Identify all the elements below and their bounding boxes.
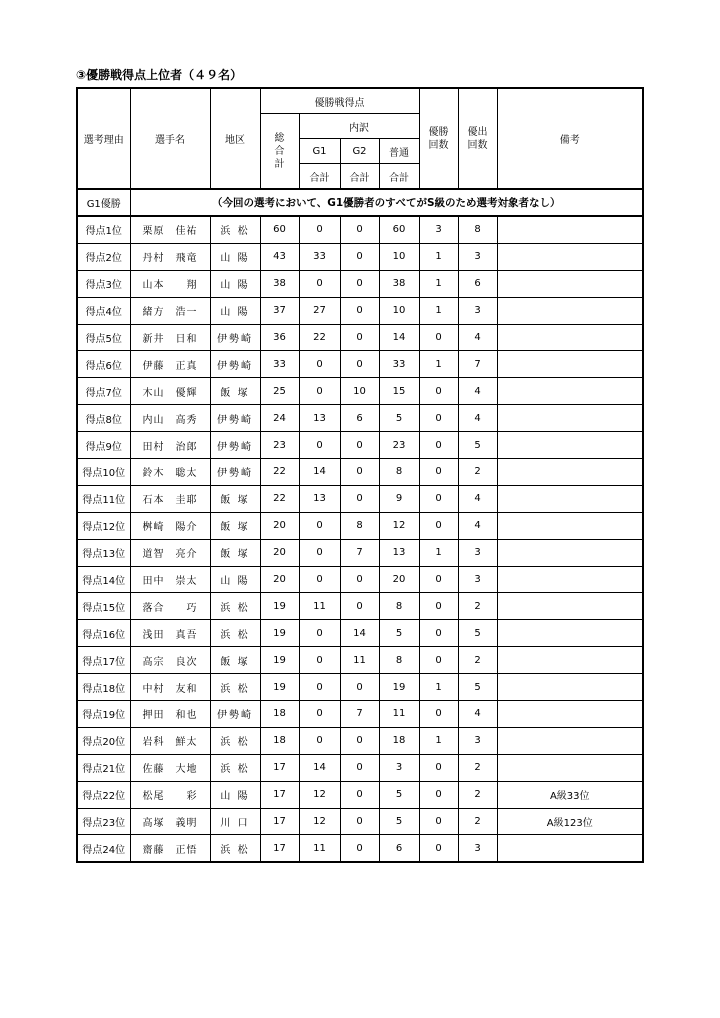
- normal-cell: 12: [379, 512, 419, 539]
- finals-cell: 4: [458, 512, 497, 539]
- area-cell: 飯 塚: [210, 512, 260, 539]
- player-name-cell: 新井 日和: [130, 324, 210, 351]
- g1-cell: 0: [299, 378, 340, 405]
- table-row: [77, 485, 643, 512]
- normal-cell: 8: [379, 459, 419, 486]
- wins-cell: 0: [419, 405, 458, 432]
- area-cell: 伊勢崎: [210, 459, 260, 486]
- area-cell: 浜 松: [210, 727, 260, 754]
- g2-cell: 0: [340, 808, 379, 835]
- player-name-cell: 桝崎 陽介: [130, 512, 210, 539]
- wins-cell: 0: [419, 754, 458, 781]
- remark-cell: [497, 351, 643, 378]
- header-area: 地区: [210, 88, 260, 189]
- finals-cell: 5: [458, 432, 497, 459]
- table-row: [77, 647, 643, 674]
- remark-cell: [497, 485, 643, 512]
- total-cell: 43: [260, 243, 299, 270]
- table-row: [77, 512, 643, 539]
- normal-cell: 5: [379, 620, 419, 647]
- remark-cell: [497, 647, 643, 674]
- player-name-cell: 岩科 鮮太: [130, 727, 210, 754]
- remark-cell: [497, 593, 643, 620]
- remark-cell: [497, 243, 643, 270]
- player-name-cell: 田中 崇太: [130, 566, 210, 593]
- player-name-cell: 齋藤 正悟: [130, 835, 210, 862]
- g1-cell: 33: [299, 243, 340, 270]
- total-cell: 22: [260, 459, 299, 486]
- area-cell: 山 陽: [210, 297, 260, 324]
- rank-cell: 得点21位: [77, 754, 130, 781]
- header-remarks: 備考: [497, 88, 643, 189]
- remark-cell: [497, 405, 643, 432]
- finals-cell: 3: [458, 243, 497, 270]
- table-row: [77, 351, 643, 378]
- g2-cell: 0: [340, 835, 379, 862]
- total-cell: 20: [260, 566, 299, 593]
- remark-cell: [497, 432, 643, 459]
- g1-cell: 22: [299, 324, 340, 351]
- player-name-cell: 石本 圭耶: [130, 485, 210, 512]
- rank-cell: 得点15位: [77, 593, 130, 620]
- normal-cell: 13: [379, 539, 419, 566]
- table-row: [77, 324, 643, 351]
- header-breakdown: 内訳: [299, 114, 419, 139]
- g1-cell: 0: [299, 566, 340, 593]
- finals-cell: 2: [458, 459, 497, 486]
- g1-cell: 0: [299, 620, 340, 647]
- wins-cell: 0: [419, 808, 458, 835]
- finals-cell: 3: [458, 297, 497, 324]
- remark-cell: [497, 620, 643, 647]
- area-cell: 浜 松: [210, 674, 260, 701]
- normal-cell: 14: [379, 324, 419, 351]
- g1-row-note: （今回の選考において、G1優勝者のすべてがS級のため選考対象者なし）: [130, 189, 643, 216]
- g2-cell: 0: [340, 781, 379, 808]
- rank-cell: 得点6位: [77, 351, 130, 378]
- g2-cell: 0: [340, 593, 379, 620]
- g2-cell: 0: [340, 566, 379, 593]
- normal-cell: 33: [379, 351, 419, 378]
- normal-cell: 5: [379, 808, 419, 835]
- header-reason: 選考理由: [77, 88, 130, 189]
- wins-cell: 0: [419, 485, 458, 512]
- wins-cell: 1: [419, 297, 458, 324]
- normal-cell: 20: [379, 566, 419, 593]
- g1-cell: 0: [299, 539, 340, 566]
- player-name-cell: 中村 友和: [130, 674, 210, 701]
- g1-cell: 0: [299, 647, 340, 674]
- player-name-cell: 道智 亮介: [130, 539, 210, 566]
- total-cell: 33: [260, 351, 299, 378]
- g2-cell: 7: [340, 701, 379, 728]
- g1-cell: 0: [299, 701, 340, 728]
- wins-cell: 0: [419, 620, 458, 647]
- g2-cell: 10: [340, 378, 379, 405]
- remark-cell: [497, 727, 643, 754]
- total-cell: 22: [260, 485, 299, 512]
- g1-cell: 14: [299, 754, 340, 781]
- area-cell: 伊勢崎: [210, 405, 260, 432]
- area-cell: 浜 松: [210, 835, 260, 862]
- rank-cell: 得点24位: [77, 835, 130, 862]
- rank-cell: 得点23位: [77, 808, 130, 835]
- finals-cell: 4: [458, 701, 497, 728]
- normal-cell: 9: [379, 485, 419, 512]
- normal-cell: 18: [379, 727, 419, 754]
- wins-cell: 1: [419, 351, 458, 378]
- g2-cell: 0: [340, 216, 379, 243]
- wins-cell: 0: [419, 835, 458, 862]
- rank-cell: 得点10位: [77, 459, 130, 486]
- rank-cell: 得点17位: [77, 647, 130, 674]
- remark-cell: [497, 835, 643, 862]
- finals-cell: 3: [458, 835, 497, 862]
- normal-cell: 10: [379, 243, 419, 270]
- player-name-cell: 緒方 浩一: [130, 297, 210, 324]
- g1-cell: 0: [299, 216, 340, 243]
- total-cell: 19: [260, 620, 299, 647]
- total-cell: 20: [260, 512, 299, 539]
- table-row: [77, 674, 643, 701]
- header-points-group: 優勝戦得点: [260, 88, 419, 114]
- g1-cell: 0: [299, 270, 340, 297]
- remark-cell: [497, 297, 643, 324]
- total-cell: 20: [260, 539, 299, 566]
- area-cell: 山 陽: [210, 566, 260, 593]
- wins-cell: 0: [419, 512, 458, 539]
- total-cell: 19: [260, 593, 299, 620]
- wins-cell: 1: [419, 243, 458, 270]
- normal-cell: 3: [379, 754, 419, 781]
- g1-cell: 0: [299, 727, 340, 754]
- player-name-cell: 木山 優輝: [130, 378, 210, 405]
- rank-cell: 得点5位: [77, 324, 130, 351]
- total-cell: 17: [260, 835, 299, 862]
- remark-cell: [497, 512, 643, 539]
- normal-cell: 10: [379, 297, 419, 324]
- finals-cell: 2: [458, 593, 497, 620]
- g1-cell: 0: [299, 512, 340, 539]
- wins-cell: 0: [419, 593, 458, 620]
- g2-cell: 6: [340, 405, 379, 432]
- table-row: [77, 432, 643, 459]
- header-normal-subtotal: 合計: [379, 164, 419, 190]
- area-cell: 伊勢崎: [210, 351, 260, 378]
- rank-cell: 得点12位: [77, 512, 130, 539]
- normal-cell: 8: [379, 647, 419, 674]
- finals-cell: 6: [458, 270, 497, 297]
- g1-cell: 13: [299, 405, 340, 432]
- header-g2: G2: [340, 139, 379, 164]
- finals-cell: 3: [458, 727, 497, 754]
- area-cell: 川 口: [210, 808, 260, 835]
- finals-cell: 7: [458, 351, 497, 378]
- g1-cell: 0: [299, 351, 340, 378]
- g2-cell: 0: [340, 324, 379, 351]
- header-normal: 普通: [379, 139, 419, 164]
- finals-cell: 4: [458, 405, 497, 432]
- g2-cell: 0: [340, 674, 379, 701]
- table-row: [77, 620, 643, 647]
- remark-cell: [497, 701, 643, 728]
- rank-cell: 得点18位: [77, 674, 130, 701]
- table-row: [77, 297, 643, 324]
- g2-cell: 8: [340, 512, 379, 539]
- normal-cell: 60: [379, 216, 419, 243]
- remark-cell: A級33位: [497, 781, 643, 808]
- header-wins: 優勝回数: [419, 88, 458, 189]
- remark-cell: [497, 270, 643, 297]
- area-cell: 山 陽: [210, 270, 260, 297]
- total-cell: 17: [260, 754, 299, 781]
- total-cell: 17: [260, 808, 299, 835]
- finals-cell: 8: [458, 216, 497, 243]
- wins-cell: 0: [419, 324, 458, 351]
- area-cell: 浜 松: [210, 593, 260, 620]
- normal-cell: 6: [379, 835, 419, 862]
- rank-cell: 得点9位: [77, 432, 130, 459]
- finals-cell: 2: [458, 647, 497, 674]
- rank-cell: 得点14位: [77, 566, 130, 593]
- table-row: [77, 539, 643, 566]
- player-name-cell: 押田 和也: [130, 701, 210, 728]
- g2-cell: 0: [340, 754, 379, 781]
- table-row: [77, 701, 643, 728]
- area-cell: 浜 松: [210, 216, 260, 243]
- wins-cell: 0: [419, 647, 458, 674]
- wins-cell: 1: [419, 727, 458, 754]
- normal-cell: 11: [379, 701, 419, 728]
- rank-cell: 得点4位: [77, 297, 130, 324]
- table-row: [77, 808, 643, 835]
- table-row: [77, 405, 643, 432]
- player-name-cell: 伊藤 正真: [130, 351, 210, 378]
- g1-cell: 11: [299, 835, 340, 862]
- wins-cell: 0: [419, 378, 458, 405]
- player-name-cell: 内山 高秀: [130, 405, 210, 432]
- g1-cell: 0: [299, 432, 340, 459]
- total-cell: 37: [260, 297, 299, 324]
- table-row: [77, 566, 643, 593]
- total-cell: 36: [260, 324, 299, 351]
- player-name-cell: 鈴木 聡太: [130, 459, 210, 486]
- player-name-cell: 落合 巧: [130, 593, 210, 620]
- table-row: [77, 270, 643, 297]
- normal-cell: 15: [379, 378, 419, 405]
- header-g1: G1: [299, 139, 340, 164]
- rank-cell: 得点22位: [77, 781, 130, 808]
- total-cell: 60: [260, 216, 299, 243]
- player-name-cell: 佐藤 大地: [130, 754, 210, 781]
- area-cell: 山 陽: [210, 243, 260, 270]
- finals-cell: 5: [458, 620, 497, 647]
- finals-cell: 2: [458, 781, 497, 808]
- player-name-cell: 浅田 真吾: [130, 620, 210, 647]
- g2-cell: 0: [340, 351, 379, 378]
- table-row: [77, 593, 643, 620]
- area-cell: 伊勢崎: [210, 701, 260, 728]
- normal-cell: 19: [379, 674, 419, 701]
- player-name-cell: 松尾 彩: [130, 781, 210, 808]
- player-name-cell: 栗原 佳祐: [130, 216, 210, 243]
- player-name-cell: 高塚 義明: [130, 808, 210, 835]
- wins-cell: 0: [419, 459, 458, 486]
- rank-cell: 得点20位: [77, 727, 130, 754]
- table-row: [77, 459, 643, 486]
- finals-cell: 4: [458, 378, 497, 405]
- area-cell: 飯 塚: [210, 485, 260, 512]
- total-cell: 19: [260, 674, 299, 701]
- area-cell: 伊勢崎: [210, 432, 260, 459]
- rank-cell: 得点2位: [77, 243, 130, 270]
- area-cell: 飯 塚: [210, 539, 260, 566]
- total-cell: 24: [260, 405, 299, 432]
- wins-cell: 0: [419, 781, 458, 808]
- area-cell: 飯 塚: [210, 378, 260, 405]
- header-total: 総合計: [260, 114, 299, 190]
- header-g1-subtotal: 合計: [299, 164, 340, 190]
- g2-cell: 7: [340, 539, 379, 566]
- g1-winner-row: [77, 189, 643, 216]
- total-cell: 17: [260, 781, 299, 808]
- wins-cell: 1: [419, 539, 458, 566]
- rank-cell: 得点19位: [77, 701, 130, 728]
- player-name-cell: 丹村 飛竜: [130, 243, 210, 270]
- header-g2-subtotal: 合計: [340, 164, 379, 190]
- player-name-cell: 田村 治郎: [130, 432, 210, 459]
- table-row: [77, 378, 643, 405]
- document-title: ③優勝戦得点上位者（４９名）: [76, 68, 243, 82]
- normal-cell: 23: [379, 432, 419, 459]
- g2-cell: 0: [340, 727, 379, 754]
- g1-cell: 0: [299, 674, 340, 701]
- remark-cell: [497, 216, 643, 243]
- finals-cell: 3: [458, 566, 497, 593]
- total-cell: 25: [260, 378, 299, 405]
- wins-cell: 0: [419, 432, 458, 459]
- remark-cell: A級123位: [497, 808, 643, 835]
- remark-cell: [497, 674, 643, 701]
- finals-cell: 4: [458, 485, 497, 512]
- table-row: [77, 754, 643, 781]
- g1-cell: 13: [299, 485, 340, 512]
- g1-cell: 12: [299, 808, 340, 835]
- rank-cell: 得点7位: [77, 378, 130, 405]
- finals-cell: 2: [458, 754, 497, 781]
- g2-cell: 0: [340, 243, 379, 270]
- g2-cell: 0: [340, 297, 379, 324]
- table-row: [77, 727, 643, 754]
- rank-cell: 得点1位: [77, 216, 130, 243]
- wins-cell: 1: [419, 270, 458, 297]
- wins-cell: 0: [419, 701, 458, 728]
- rank-cell: 得点16位: [77, 620, 130, 647]
- table-row: [77, 835, 643, 862]
- total-cell: 18: [260, 727, 299, 754]
- rank-cell: 得点13位: [77, 539, 130, 566]
- normal-cell: 8: [379, 593, 419, 620]
- g2-cell: 0: [340, 485, 379, 512]
- total-cell: 38: [260, 270, 299, 297]
- total-cell: 23: [260, 432, 299, 459]
- g2-cell: 11: [340, 647, 379, 674]
- g2-cell: 0: [340, 432, 379, 459]
- rank-cell: 得点3位: [77, 270, 130, 297]
- g1-cell: 11: [299, 593, 340, 620]
- finals-cell: 5: [458, 674, 497, 701]
- normal-cell: 5: [379, 781, 419, 808]
- header-player: 選手名: [130, 88, 210, 189]
- g2-cell: 0: [340, 270, 379, 297]
- g2-cell: 14: [340, 620, 379, 647]
- rank-cell: 得点11位: [77, 485, 130, 512]
- area-cell: 浜 松: [210, 620, 260, 647]
- g1-cell: 27: [299, 297, 340, 324]
- wins-cell: 0: [419, 566, 458, 593]
- g1-cell: 12: [299, 781, 340, 808]
- finals-cell: 3: [458, 539, 497, 566]
- normal-cell: 38: [379, 270, 419, 297]
- area-cell: 伊勢崎: [210, 324, 260, 351]
- remark-cell: [497, 754, 643, 781]
- total-cell: 18: [260, 701, 299, 728]
- wins-cell: 1: [419, 674, 458, 701]
- area-cell: 浜 松: [210, 754, 260, 781]
- table-row: [77, 216, 643, 243]
- rank-cell: 得点8位: [77, 405, 130, 432]
- g2-cell: 0: [340, 459, 379, 486]
- area-cell: 山 陽: [210, 781, 260, 808]
- g1-cell: 14: [299, 459, 340, 486]
- finals-cell: 4: [458, 324, 497, 351]
- wins-cell: 3: [419, 216, 458, 243]
- remark-cell: [497, 324, 643, 351]
- total-cell: 19: [260, 647, 299, 674]
- g1-row-label: G1優勝: [77, 189, 130, 216]
- remark-cell: [497, 378, 643, 405]
- ranking-table: [76, 87, 644, 863]
- player-name-cell: 高宗 良次: [130, 647, 210, 674]
- player-name-cell: 山本 翔: [130, 270, 210, 297]
- remark-cell: [497, 566, 643, 593]
- normal-cell: 5: [379, 405, 419, 432]
- remark-cell: [497, 539, 643, 566]
- header-finals: 優出回数: [458, 88, 497, 189]
- table-row: [77, 781, 643, 808]
- finals-cell: 2: [458, 808, 497, 835]
- area-cell: 飯 塚: [210, 647, 260, 674]
- table-row: [77, 243, 643, 270]
- remark-cell: [497, 459, 643, 486]
